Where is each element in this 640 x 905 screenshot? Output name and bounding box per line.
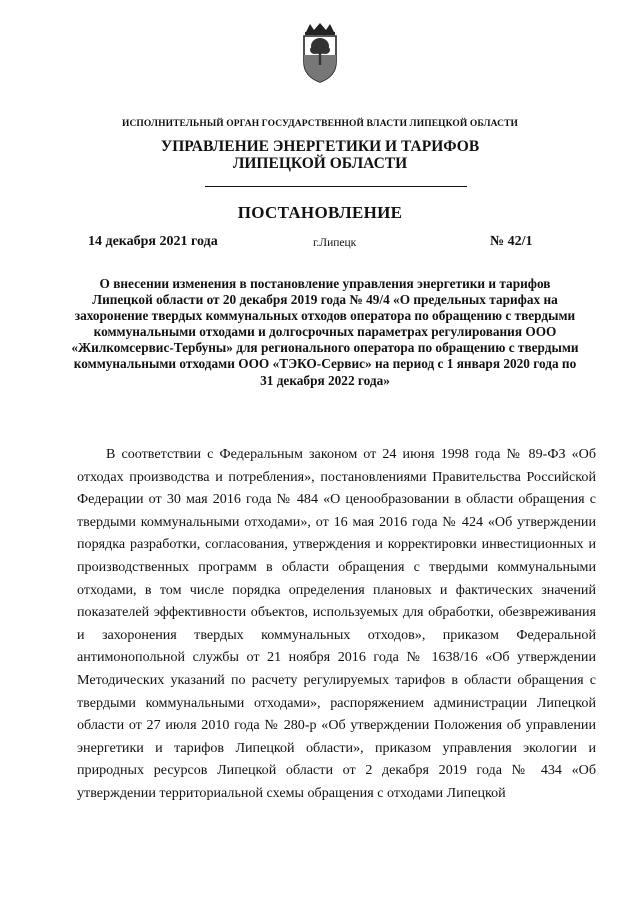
document-date: 14 декабря 2021 года bbox=[88, 234, 218, 249]
header-divider bbox=[205, 186, 467, 187]
body-paragraph: В соответствии с Федеральным законом от 24 июня 1998 года № 89-ФЗ «Об отходах производства и потребления», постановлениями Правительства Российской Федерации от 30 мая 2016 года № 484 «О ценообразовании в области обращения с твердыми коммунальными отходами», от 16 мая 2016 года № 424 «Об утверждении порядка разработки, согласования, утверждения и корректировки инвестиционных и производственных программ в области обращения с твердыми коммунальными отходами, в том числе порядка определения плановых и фактических значений показателей эффективности объектов, используемых для обработки, обезвреживания и захоронения твердых коммунальных отходов», приказом Федеральной антимонопольной службы от 21 ноября 2016 года № 1638/16 «Об утверждении Методических указаний по расчету регулируемых тарифов в области обращения с твердыми коммунальными отходами», распоряжением администрации Липецкой области от 27 июля 2010 года № 280-р «Об утверждении Положения об управлении энергетики и тарифов Липецкой области», приказом управления экологии и природных ресурсов Липецкой области от 2 декабря 2019 года № 434 «Об утверждении территориальной схемы обращения с отходами Липецкой bbox=[77, 446, 596, 801]
document-number: № 42/1 bbox=[490, 234, 533, 249]
document-subject: О внесении изменения в постановление управления энергетики и тарифов Липецкой области от 20 декабря 2019 года № 49/4 «О предельных тарифах на захоронение твердых коммунальных отходов оператора по обращению с твердыми коммунальными отходами и долгосрочных параметрах регулирования ООО «Жилкомсервис-Тербуны» для регионального оператора по обращению с твердыми коммунальными отходами ООО «ТЭКО-Сервис» на период с 1 января 2020 года по 31 декабря 2022 года» bbox=[71, 276, 579, 388]
document-place: г.Липецк bbox=[313, 237, 357, 249]
organization-name: ИСПОЛНИТЕЛЬНЫЙ ОРГАН ГОСУДАРСТВЕННОЙ ВЛАСТИ ЛИПЕЦКОЙ ОБЛАСТИ bbox=[121, 119, 519, 129]
department-line-2: ЛИПЕЦКОЙ ОБЛАСТИ bbox=[232, 155, 408, 172]
department-name bbox=[0, 138, 640, 172]
coat-of-arms-icon bbox=[300, 22, 340, 84]
document-type: ПОСТАНОВЛЕНИЕ bbox=[237, 203, 403, 222]
department-line-1: УПРАВЛЕНИЕ ЭНЕРГЕТИКИ И ТАРИФОВ bbox=[160, 138, 480, 155]
